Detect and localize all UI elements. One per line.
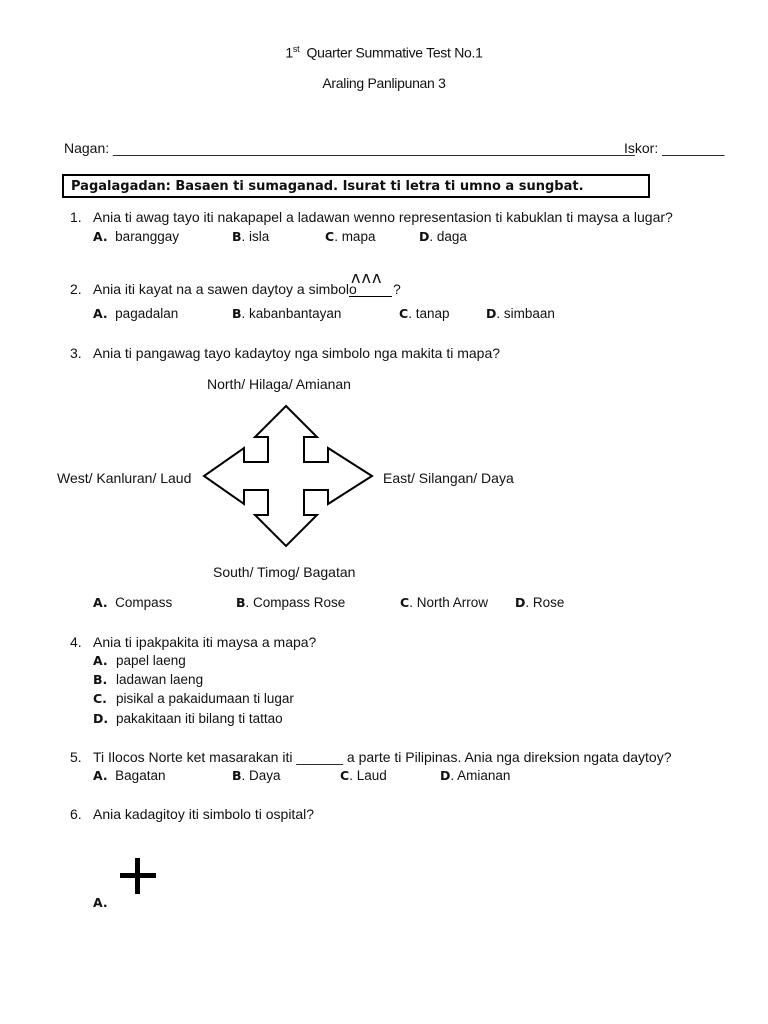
q3-option-c[interactable]: C. North Arrow (400, 595, 488, 610)
compass-north-label: North/ Hilaga/ Amianan (207, 376, 351, 392)
mountain-symbol: ʌʌʌ (351, 268, 383, 287)
question-4-text: Ania ti ipakpakita iti maysa a mapa? (93, 634, 317, 650)
q2-option-a[interactable]: A. pagadalan (93, 306, 179, 321)
question-3-number: 3. (70, 345, 82, 361)
q1-option-b[interactable]: B. isla (232, 229, 270, 244)
compass-south-label: South/ Timog/ Bagatan (213, 564, 356, 580)
question-5-text: Ti Ilocos Norte ket masarakan iti ______ a parte ti Pilipinas. Ania nga direksion ngata daytoy? (93, 749, 672, 765)
question-1-number: 1. (70, 209, 82, 225)
question-6-number: 6. (70, 806, 82, 822)
question-3-text: Ania ti pangawag tayo kadaytoy nga simbolo nga makita ti mapa? (93, 345, 501, 361)
symbol-underline (349, 296, 392, 297)
q2-option-c[interactable]: C. tanap (399, 306, 450, 321)
question-2-mark: ? (393, 281, 401, 297)
q2-option-b[interactable]: B. kabanbantayan (232, 306, 342, 321)
subject-title: Araling Panlipunan 3 (322, 75, 446, 91)
q4-option-b[interactable]: B. ladawan laeng (93, 672, 204, 687)
q4-option-a[interactable]: A. papel laeng (93, 653, 186, 668)
q5-option-b[interactable]: B. Daya (232, 768, 281, 783)
q5-option-a[interactable]: A. Bagatan (93, 768, 166, 783)
q3-option-b[interactable]: B. Compass Rose (236, 595, 346, 610)
four-way-arrow-icon (200, 402, 376, 550)
instructions-text: Pagalagadan: Basaen ti sumaganad. Isurat ti letra ti umno a sungbat. (71, 179, 584, 194)
q3-option-a[interactable]: A. Compass (93, 595, 173, 610)
instructions-box (62, 174, 650, 198)
q3-option-d[interactable]: D. Rose (515, 595, 565, 610)
q5-option-c[interactable]: C. Laud (340, 768, 387, 783)
question-4-number: 4. (70, 634, 82, 650)
compass-east-label: East/ Silangan/ Daya (383, 470, 514, 486)
q1-option-c[interactable]: C. mapa (325, 229, 376, 244)
question-6-text: Ania kadagitoy iti simbolo ti ospital? (93, 806, 315, 822)
test-title: 1st Quarter Summative Test No.1 (285, 44, 483, 61)
name-field[interactable]: Nagan: ___________________________________________________________________ (64, 140, 635, 156)
q4-option-d[interactable]: D. pakakitaan iti bilang ti tattao (93, 711, 283, 726)
question-2-text: Ania iti kayat na a sawen daytoy a simbolo (93, 281, 357, 297)
plus-cross-icon (118, 856, 158, 896)
q2-option-d[interactable]: D. simbaan (486, 306, 555, 321)
q5-option-d[interactable]: D. Amianan (440, 768, 511, 783)
q6-option-a[interactable]: A. (93, 895, 108, 910)
q1-option-a[interactable]: A. baranggay (93, 229, 179, 244)
question-2-number: 2. (70, 281, 82, 297)
compass-west-label: West/ Kanluran/ Laud (57, 470, 192, 486)
score-field[interactable]: Iskor: ________ (624, 140, 725, 156)
question-5-number: 5. (70, 749, 82, 765)
q4-option-c[interactable]: C. pisikal a pakaidumaan ti lugar (93, 691, 294, 706)
question-1-text: Ania ti awag tayo iti nakapapel a ladawan wenno representasion ti kabuklan ti maysa a lugar? (93, 209, 673, 225)
q1-option-d[interactable]: D. daga (419, 229, 467, 244)
